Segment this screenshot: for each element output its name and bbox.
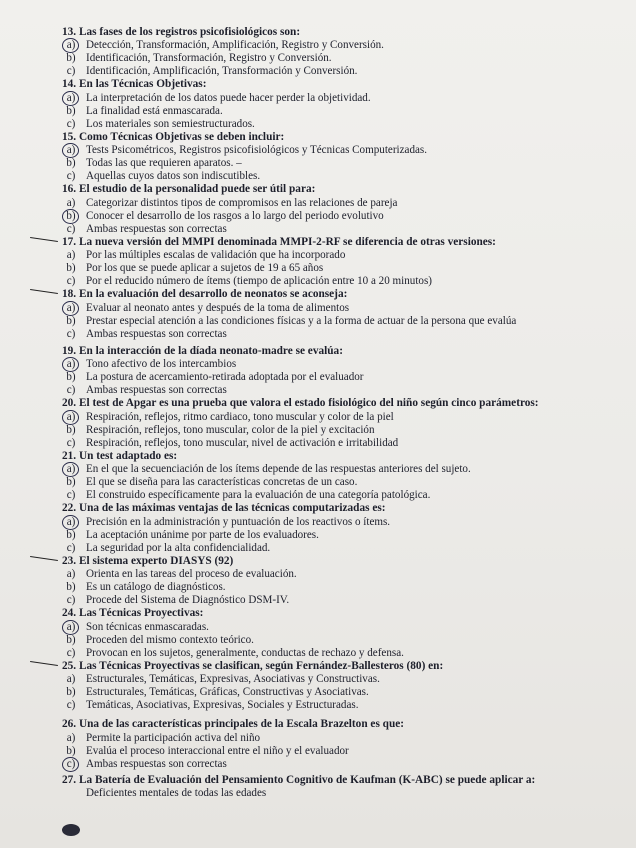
answer-letter: c)	[66, 646, 76, 659]
answer-text: Identificación, Amplificación, Transformación y Conversión.	[86, 65, 358, 78]
answer-letter: c)	[66, 699, 76, 712]
question-title	[62, 236, 630, 249]
answer-option	[62, 118, 630, 131]
question-title	[62, 397, 630, 410]
question-14	[62, 78, 630, 130]
question-27	[62, 774, 630, 800]
question-title-text: 23. El sistema experto DIASYS (92)	[62, 554, 234, 567]
answer-text: Los materiales son semiestructurados.	[86, 117, 255, 130]
question-title	[62, 555, 630, 568]
answer-option	[62, 476, 630, 489]
answer-text: Categorizar distintos tipos de compromisos en las relaciones de pareja	[86, 196, 398, 209]
answer-text: Ambas respuestas son correctas	[86, 384, 227, 397]
answer-option	[62, 52, 630, 65]
circled-answer-letter: a)	[64, 516, 78, 529]
answer-text: La postura de acercamiento-retirada adoptada por el evaluador	[86, 371, 364, 384]
answer-text: Conocer el desarrollo de los rasgos a lo largo del periodo evolutivo	[86, 209, 384, 222]
question-title-text: 18. En la evaluación del desarrollo de neonatos se aconseja:	[62, 288, 348, 301]
circled-answer-letter: b)	[64, 210, 78, 223]
answer-letter: c)	[66, 436, 76, 449]
answer-letter: c)	[66, 327, 76, 340]
answer-option	[62, 65, 630, 78]
question-17	[62, 236, 630, 288]
circled-answer-letter: a)	[64, 358, 78, 371]
question-title	[62, 183, 630, 196]
margin-dash-mark	[30, 237, 58, 242]
answer-option	[62, 411, 630, 424]
answer-text: Por las múltiples escalas de validación que ha incorporado	[86, 249, 346, 262]
answer-text: La interpretación de los datos puede hacer perder la objetividad.	[86, 91, 371, 104]
question-25	[62, 660, 630, 712]
answer-text: Temáticas, Asociativas, Expresivas, Sociales y Estructuradas.	[86, 699, 359, 712]
answer-option	[62, 634, 630, 647]
answer-option	[62, 463, 630, 476]
answer-text: Ambas respuestas son correctas	[86, 222, 227, 235]
answer-option	[62, 489, 630, 502]
answer-letter: c)	[66, 489, 76, 502]
question-title-text: 20. El test de Apgar es una prueba que valora el estado fisiológico del niño según cinco parámetros:	[62, 397, 539, 410]
question-title	[62, 718, 630, 731]
answer-text: Son técnicas enmascaradas.	[86, 620, 209, 633]
answer-text: Por los que se puede aplicar a sujetos de 19 a 65 años	[86, 262, 324, 275]
question-23	[62, 555, 630, 607]
answer-text: Proceden del mismo contexto teórico.	[86, 633, 254, 646]
question-title	[62, 607, 630, 620]
answer-letter: b)	[66, 157, 76, 170]
answer-text: El construido específicamente para la evaluación de una categoría patológica.	[86, 489, 431, 502]
answer-text: Por el reducido número de ítems (tiempo de aplicación entre 10 a 20 minutos)	[86, 275, 432, 288]
question-20	[62, 397, 630, 449]
answer-letter: a)	[66, 249, 76, 262]
circled-answer-letter: a)	[64, 39, 78, 52]
answer-option	[62, 745, 630, 758]
answer-text: Tests Psicométricos, Registros psicofisiológicos y Técnicas Computerizadas.	[86, 144, 428, 157]
margin-dash-mark	[30, 289, 58, 294]
answer-option	[62, 699, 630, 712]
answer-text: Ambas respuestas son correctas	[86, 757, 227, 770]
answer-text: Precisión en la administración y puntuación de los reactivos o ítems.	[86, 515, 391, 528]
answer-letter: b)	[66, 476, 76, 489]
answer-option	[62, 673, 630, 686]
question-title-text: 22. Una de las máximas ventajas de las técnicas computarizadas es:	[62, 502, 386, 515]
answer-option	[62, 223, 630, 236]
circled-answer-letter: a)	[64, 302, 78, 315]
answer-text: Deficientes mentales de todas las edades	[86, 786, 267, 799]
answer-letter: a)	[66, 568, 76, 581]
answer-option	[62, 39, 630, 52]
answer-text: El que se diseña para las características concretas de un caso.	[86, 476, 358, 489]
question-list	[62, 26, 630, 800]
answer-letter: a)	[66, 196, 76, 209]
answer-text: En el que la secuenciación de los ítems depende de las respuestas anteriores del sujeto.	[86, 463, 471, 476]
answer-letter: a)	[66, 731, 76, 744]
answer-option	[62, 581, 630, 594]
answer-letter: b)	[66, 686, 76, 699]
question-title-text: 15. Como Técnicas Objetivas se deben incluir:	[62, 130, 285, 143]
answer-letter: b)	[66, 52, 76, 65]
answer-option	[62, 621, 630, 634]
question-26	[62, 718, 630, 770]
answer-letter: b)	[66, 371, 76, 384]
answer-option	[62, 384, 630, 397]
question-title	[62, 450, 630, 463]
question-title	[62, 78, 630, 91]
question-title-text: 25. Las Técnicas Proyectivas se clasifican, según Fernández-Ballesteros (80) en:	[62, 659, 444, 672]
answer-option	[62, 249, 630, 262]
answer-option	[62, 262, 630, 275]
question-21	[62, 450, 630, 502]
answer-option	[62, 787, 630, 800]
answer-letter: c)	[66, 65, 76, 78]
answer-option	[62, 542, 630, 555]
answer-letter: b)	[66, 744, 76, 757]
answer-letter: b)	[66, 528, 76, 541]
question-24	[62, 607, 630, 659]
answer-option	[62, 170, 630, 183]
answer-text: Es un catálogo de diagnósticos.	[86, 581, 226, 594]
answer-option	[62, 758, 630, 771]
answer-letter: c)	[66, 222, 76, 235]
question-title	[62, 774, 630, 787]
circled-answer-letter: a)	[64, 144, 78, 157]
answer-letter: c)	[66, 384, 76, 397]
question-title-text: 17. La nueva versión del MMPI denominada MMPI-2-RF se diferencia de otras versiones:	[62, 235, 496, 248]
answer-option	[62, 302, 630, 315]
question-19	[62, 345, 630, 397]
answer-text: Procede del Sistema de Diagnóstico DSM-IV.	[86, 594, 290, 607]
answer-text: Todas las que requieren aparatos. –	[86, 157, 242, 170]
question-title-text: 16. El estudio de la personalidad puede ser útil para:	[62, 183, 316, 196]
answer-letter: b)	[66, 423, 76, 436]
circled-answer-letter: a)	[64, 411, 78, 424]
question-18	[62, 288, 630, 340]
answer-text: Aquellas cuyos datos son indiscutibles.	[86, 170, 261, 183]
answer-option	[62, 144, 630, 157]
answer-option	[62, 529, 630, 542]
answer-option	[62, 516, 630, 529]
answer-option	[62, 275, 630, 288]
margin-dash-mark	[30, 556, 58, 561]
question-title-text: 21. Un test adaptado es:	[62, 449, 178, 462]
answer-text: La seguridad por la alta confidencialidad.	[86, 541, 271, 554]
answer-option	[62, 371, 630, 384]
question-title-text: 19. En la interacción de la díada neonato-madre se evalúa:	[62, 344, 343, 357]
answer-option	[62, 197, 630, 210]
answer-text: Permite la participación activa del niño	[86, 731, 261, 744]
answer-text: Detección, Transformación, Amplificación, Registro y Conversión.	[86, 39, 384, 52]
answer-text: Respiración, reflejos, tono muscular, nivel de activación e irritabilidad	[86, 436, 399, 449]
answer-letter: b)	[66, 581, 76, 594]
question-title	[62, 660, 630, 673]
question-22	[62, 502, 630, 554]
question-title	[62, 345, 630, 358]
answer-option	[62, 686, 630, 699]
circled-answer-letter: c)	[64, 758, 78, 771]
answer-text: Provocan en los sujetos, generalmente, conductas de rechazo y defensa.	[86, 646, 404, 659]
question-15	[62, 131, 630, 183]
answer-option	[62, 157, 630, 170]
answer-option	[62, 732, 630, 745]
answer-option	[62, 328, 630, 341]
answer-letter: c)	[66, 541, 76, 554]
question-title-text: 27. La Batería de Evaluación del Pensamiento Cognitivo de Kaufman (K-ABC) se puede aplicar a:	[62, 773, 536, 786]
answer-option	[62, 594, 630, 607]
circled-answer-letter: a)	[64, 621, 78, 634]
question-title	[62, 26, 630, 39]
answer-letter: c)	[66, 275, 76, 288]
answer-option	[62, 568, 630, 581]
answer-letter: c)	[66, 594, 76, 607]
circled-answer-letter: a)	[64, 92, 78, 105]
question-16	[62, 183, 630, 235]
answer-option	[62, 647, 630, 660]
question-title-text: 14. En las Técnicas Objetivas:	[62, 78, 207, 91]
question-title-text: 13. Las fases de los registros psicofisiológicos son:	[62, 26, 301, 38]
answer-option	[62, 358, 630, 371]
answer-option	[62, 105, 630, 118]
circled-answer-letter: a)	[64, 463, 78, 476]
answer-letter: b)	[66, 104, 76, 117]
answer-letter: b)	[66, 633, 76, 646]
answer-option	[62, 92, 630, 105]
answer-text: Estructurales, Temáticas, Expresivas, Asociativas y Constructivas.	[86, 673, 380, 686]
answer-text: La finalidad está enmascarada.	[86, 104, 223, 117]
question-title	[62, 131, 630, 144]
answer-letter: a)	[66, 673, 76, 686]
answer-text: Evaluar al neonato antes y después de la toma de alimentos	[86, 301, 350, 314]
answer-text: La aceptación unánime por parte de los evaluadores.	[86, 528, 319, 541]
answer-text: Estructurales, Temáticas, Gráficas, Constructivas y Asociativas.	[86, 686, 369, 699]
question-title-text: 26. Una de las características principales de la Escala Brazelton es que:	[62, 718, 405, 731]
answer-option	[62, 210, 630, 223]
ink-blot	[62, 824, 80, 836]
answer-text: Evalúa el proceso interaccional entre el niño y el evaluador	[86, 744, 349, 757]
question-title	[62, 502, 630, 515]
question-title	[62, 288, 630, 301]
question-title-text: 24. Las Técnicas Proyectivas:	[62, 607, 204, 620]
margin-dash-mark	[30, 661, 58, 666]
answer-text: Ambas respuestas son correctas	[86, 327, 227, 340]
answer-option	[62, 437, 630, 450]
answer-text: Respiración, reflejos, ritmo cardiaco, tono muscular y color de la piel	[86, 410, 394, 423]
answer-text: Orienta en las tareas del proceso de evaluación.	[86, 568, 297, 581]
answer-text: Identificación, Transformación, Registro y Conversión.	[86, 52, 332, 65]
answer-text: Tono afectivo de los intercambios	[86, 358, 237, 371]
answer-letter: b)	[66, 314, 76, 327]
answer-text: Prestar especial atención a las condiciones físicas y a la forma de actuar de la persona que evalúa	[86, 314, 517, 327]
answer-text: Respiración, reflejos, tono muscular, color de la piel y excitación	[86, 423, 375, 436]
answer-letter: c)	[66, 117, 76, 130]
answer-option	[62, 424, 630, 437]
answer-letter: c)	[66, 170, 76, 183]
answer-option	[62, 315, 630, 328]
question-13	[62, 26, 630, 78]
answer-letter: b)	[66, 262, 76, 275]
